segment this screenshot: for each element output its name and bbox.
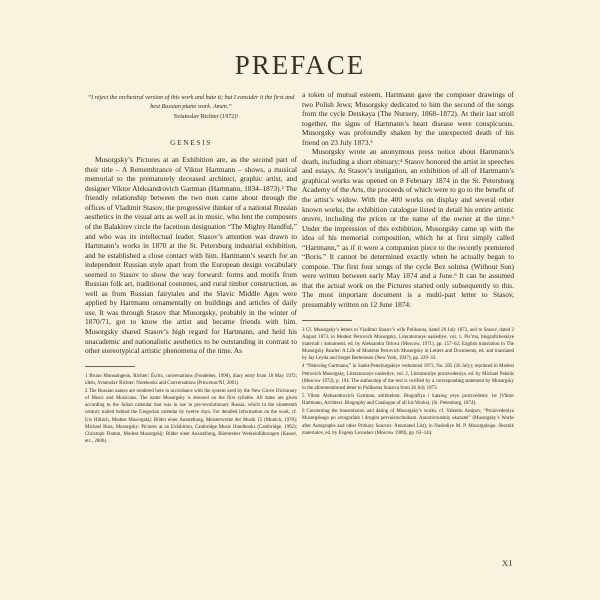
section-heading: GENESIS (170, 138, 212, 148)
footnote: 5 Viktor Aleksandrovich Gartman, arkhitektor. Biografiya i katalog yeyo proizvedeniy 1st (Viktor Hartmann, Architect. Biography and Catalogue of all his Works), (St. Petersburg, 1874). (302, 393, 514, 407)
footnote-rule (85, 366, 135, 367)
footnote: 1 Bruno Monsaingeon, Richter: Écrits, conversations (Fondettes, 1998), diary entry from 18 May 1972; idem, Sviatoslav Richter: Notebooks and Conversations (Princeton/NJ, 2001). (85, 373, 297, 386)
page-title: PREFACE (234, 50, 366, 80)
footnote: 6 Concerning the transmission and dating of Musorgsky’s works, cf. Valentin Antipov, “Proizvedeniya Musorgskogo po avtografam i drugim pervoistochnikam. Annotirovanniy ukazatel” (Musorgsky’s Works after Autographs and other Primary Sources: Annotated List), in Naslediye M. P. Musorgskogo. Sbornik materialov, ed. by Evgeny Levashev (Moscow 1989), pp. 63–144. (302, 409, 514, 436)
right-body-text (302, 90, 514, 310)
left-body-text: Musorgsky’s Pictures at an Exhibition are, as the second part of their title – A Remembrance of Viktor Hartmann – shows, a musical memorial to the prematurely deceased architect, graphic artist, and designer Viktor Aleksandrovich Gartman (Hartmann, 1834–1873).² The friendly relationship between the two men came about through the offices of Vladimir Stasov, the progressive thinker of a national Russian aesthetics in the visual arts as well as in music, who lent the composers of the Balakirev circle the facetious designation “The Mighty Handful,” and who was its intellectual leader. Stasov’s attention was drawn to Hartmann’s works in 1870 at the St. Petersburg industrial exhibition, and he established a close contact with him. Hartmann’s search for an independent Russian style apart from the European design vocabulary seemed to Stasov to show the way forward: forms and motifs from Russian folk art, traditional costumes, and rural timber construction, as well as from Russian fairytales and the Slavic Middle Ages were applied by Hartmann ornamentally on buildings and articles of daily use. It was through Stasov that Musorgsky, probably in the winter of 1870/71, got to know the artist and became friends with him. Musorgsky shared Stasov’s high regard for Hartmann, and held his unacademic and nationalistic aesthetics to be outstanding in contrast to other stereotypical artistic phenomena of the time. As (85, 155, 297, 356)
right-paragraph-2: Musorgsky wrote an anonymous press notice about Hartmann’s death, including a short obituary;⁴ Stasov honored the artist in speeches and essays. At Stasov’s instigation, an exhibition of all of Hartmann’s graphical works was opened on 8 February 1874 in the St. Petersburg Academy of the Arts, the proceeds of which were to go to the benefit of the artist’s widow. With the 400 works on display and several other known works, the exhibition catalogue listed in detail his entire artistic œuvre, including the prices or the name of the owner at the time.⁵ Under the impression of this exhibition, Musorgsky came up with the idea of his memorial composition, which he at first simply called “Hartmann,” as if it were a companion piece to the recently premiered “Boris.” It cannot be determined exactly when he actually began to compose. The first four songs of the cycle Bez solntsa (Without Sun) were written between early May 1874 and a June.⁶ It can be assumed that the actual work on the Pictures started only subsequently to this. The most important document is a multi-part letter to Stasov, presumably written on 12 June 1874: (302, 147, 514, 310)
page-number: XI (502, 558, 513, 568)
footnote: 4 “Nekrolog Gartmana,” in Sankt-Peterburgskiye vedomosti 1873, No. 205 (26 July); reprinted in Modest Petrovich Musorgsky, Literaturnoye naslediye, vol. 2, Literaturnїye proizvedeniya, ed. by Michael Pekelis (Moscow 1972), p. 194. The authorship of the text is verified by a corresponding statement by Musorgsky in the aforementioned letter to Polikseна Stasova from 26 July 1873. (302, 364, 514, 391)
footnote: 3 Cf. Musorgsky’s letters to Vladimir Stasov’s wife Polikseна, dated 26 July 1873, and to Stasov, dated 2 August 1873, in Modest Petrovich Musorgsky, Literaturnoye naslediye, vol. 1, Pis’ma, biograficheskiye materiali i dokumenti, ed. by Aleksandra Orlova (Moscow, 1971), pp. 157–62; English translation in The Musorgsky Reader: A Life of Modeste Petrovich Musorgsky in Letters and Documents, ed. and translated by Jay Leyda and Sergei Bertensson (New York, 1947), pp. 229–33. (302, 327, 514, 362)
right-paragraph-1: a token of mutual esteem, Hartmann gave the composer drawings of two Polish Jews; Musorgsky dedicated to him the second of the songs from the cycle Detskaya (The Nursery, 1868–1872). At their last stroll together, the signs of Hartmann’s heart disease were conspicuous. Musorgsky was profoundly shaken by the unexpected death of his friend on 23 July 1873.³ (302, 90, 514, 147)
right-column (302, 90, 514, 438)
right-footnotes (302, 327, 514, 437)
footnote: 2 The Russian names are rendered here in accordance with the system used by the New Grove Dictionary of Music and Musicians. The name Musorgsky is stressed on the first syllable. All dates are given according to the Julian calendar that was in use in pre-revolutionary Russia, which in the nineteenth century trailed behind the Gregorian calendar by twelve days. For detailed information on the work, cf. Urs Hilbich, Modest Musorgskij: Bilder einer Ausstellung, Meisterwerke der Musik 15 (Munich, 1978); Michael Russ, Musorgsky: Pictures at an Exhibition, Cambridge Music Handbooks (Cambridge, 1992); Christoph Flamm, Modest Musorgskij: Bilder einer Ausstellung, Bärenreiter Werkeinführungen (Kassel, etc., 2006). (85, 388, 297, 445)
left-column (85, 94, 297, 446)
footnote-rule (302, 320, 352, 321)
epigraph-quote: “I reject the orchestral version of this work and hate it; but I consider it the first and best Russian piano work. Amen.” (87, 95, 295, 110)
left-footnotes (85, 373, 297, 446)
epigraph-author: Sviatoslav Richter (1972)¹ (173, 114, 239, 121)
